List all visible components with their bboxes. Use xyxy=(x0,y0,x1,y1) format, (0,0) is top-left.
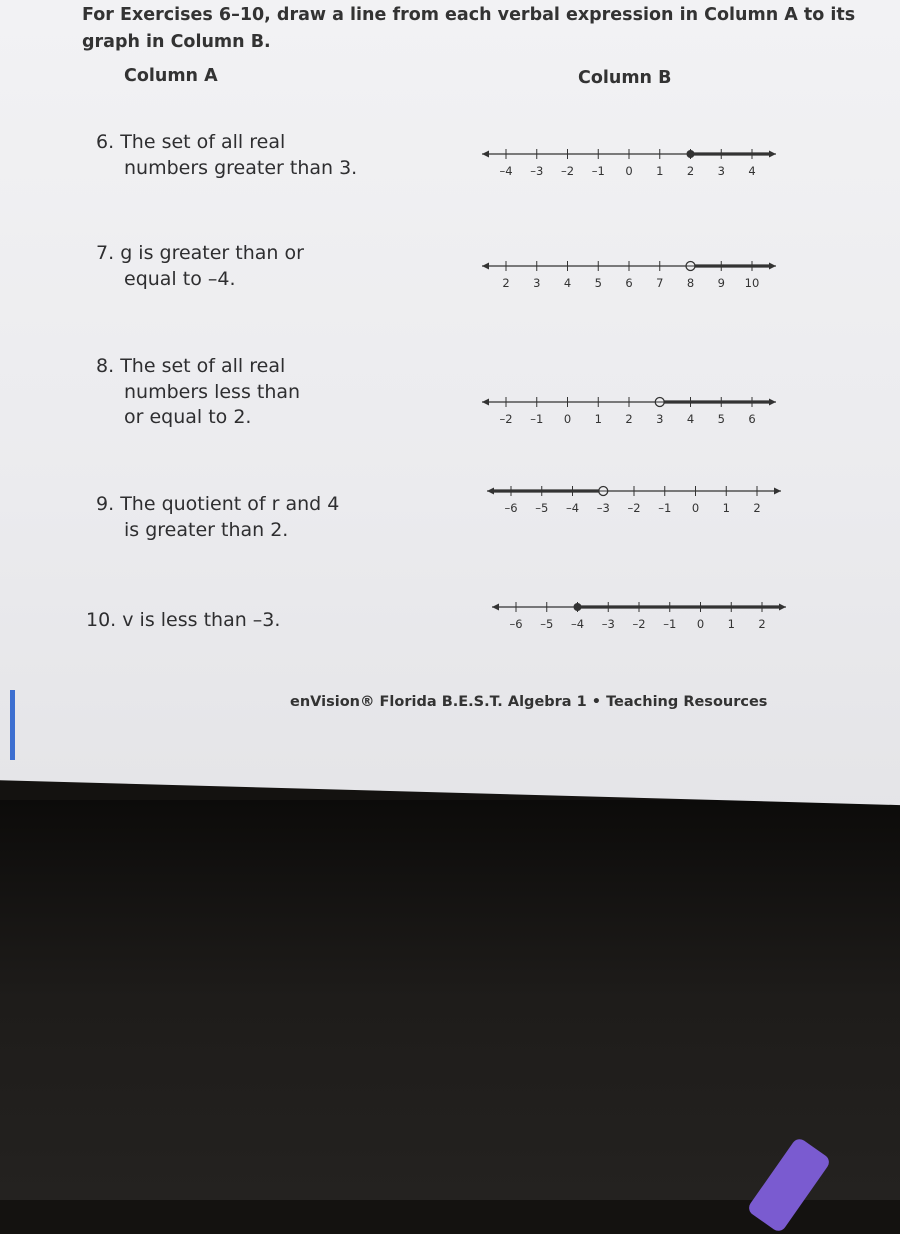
exercise-text-line: numbers less than xyxy=(124,380,301,403)
footer-credit: enVision® Florida B.E.S.T. Algebra 1 • Teaching Resources xyxy=(290,694,768,710)
exercise-number: 8. xyxy=(96,355,115,377)
exercise-number: 6. xyxy=(96,131,115,153)
tick-label: 1 xyxy=(727,617,735,631)
tick-label: 0 xyxy=(625,164,633,178)
exercise-6 xyxy=(96,130,357,181)
number-line-graph-4[interactable] xyxy=(475,479,795,523)
exercise-number: 10. xyxy=(86,609,117,631)
tick-label: 0 xyxy=(563,412,572,426)
tick-label: 2 xyxy=(625,412,633,426)
dark-background xyxy=(0,800,900,1200)
tick-label: –1 xyxy=(530,412,544,426)
tick-label: –6 xyxy=(509,617,523,631)
tick-label: –2 xyxy=(560,164,575,178)
tick-label: 2 xyxy=(502,276,510,290)
blue-margin-mark xyxy=(10,690,15,760)
tick-label: 2 xyxy=(758,617,766,631)
tick-label: 1 xyxy=(594,412,602,426)
tick-label: –3 xyxy=(596,501,610,515)
arrow-right-icon xyxy=(774,488,781,495)
arrow-left-icon xyxy=(492,604,499,611)
exercise-text-line: numbers greater than 3. xyxy=(124,156,358,179)
number-line-graph-3[interactable] xyxy=(470,390,790,434)
exercise-text-line: equal to –4. xyxy=(124,267,236,290)
exercise-number: 9. xyxy=(96,493,115,515)
column-a-header: Column A xyxy=(124,66,218,86)
tick-label: –5 xyxy=(535,501,549,515)
tick-label: 6 xyxy=(625,276,633,290)
closed-point xyxy=(574,603,582,611)
tick-label: 10 xyxy=(744,276,760,290)
tick-label: 2 xyxy=(753,501,761,515)
tick-label: 1 xyxy=(722,501,730,515)
tick-label: 8 xyxy=(686,276,695,290)
tick-label: –2 xyxy=(499,412,513,426)
closed-point xyxy=(687,150,695,158)
tick-label: –3 xyxy=(601,617,615,631)
exercise-10 xyxy=(86,608,280,634)
tick-label: –2 xyxy=(632,617,646,631)
exercise-text-line: or equal to 2. xyxy=(124,406,252,428)
exercise-text-line: v is less than –3. xyxy=(122,609,281,631)
tick-label: –6 xyxy=(504,501,518,515)
tick-label: 3 xyxy=(717,164,725,178)
tick-label: 5 xyxy=(594,276,602,290)
instructions-line-2: graph in Column B. xyxy=(82,32,271,52)
instructions-line-1: For Exercises 6–10, draw a line from each verbal expression in Column A to its xyxy=(82,5,856,25)
tick-label: –4 xyxy=(570,617,585,631)
exercise-9 xyxy=(96,492,339,543)
tick-label: 6 xyxy=(748,412,756,426)
tick-label: 2 xyxy=(686,164,695,178)
tick-label: 9 xyxy=(717,276,725,290)
exercise-text-line: The set of all real xyxy=(120,355,286,377)
exercise-8 xyxy=(96,354,300,431)
tick-label: –5 xyxy=(540,617,554,631)
tick-label: –1 xyxy=(591,164,605,178)
tick-label: 1 xyxy=(656,164,664,178)
tick-label: 4 xyxy=(686,412,695,426)
tick-label: 5 xyxy=(717,412,725,426)
tick-label: 4 xyxy=(748,164,756,178)
arrow-left-icon xyxy=(482,151,489,158)
exercise-7 xyxy=(96,241,304,292)
arrow-left-icon xyxy=(482,399,489,406)
number-line-graph-5[interactable] xyxy=(480,595,800,639)
tick-label: 0 xyxy=(691,501,700,515)
exercise-number: 7. xyxy=(96,242,115,264)
tick-label: 0 xyxy=(696,617,705,631)
tick-label: 3 xyxy=(656,412,664,426)
exercise-text-line: g is greater than or xyxy=(120,242,304,264)
number-line-graph-1[interactable] xyxy=(470,142,790,186)
exercise-text-line: is greater than 2. xyxy=(124,518,289,541)
tick-label: –4 xyxy=(499,164,513,178)
tick-label: 4 xyxy=(563,276,572,290)
column-b-header: Column B xyxy=(578,68,672,88)
tick-label: –2 xyxy=(627,501,641,515)
number-line-graph-2[interactable] xyxy=(470,254,790,298)
exercise-text-line: The set of all real xyxy=(120,131,286,153)
tick-label: –1 xyxy=(663,617,677,631)
tick-label: 3 xyxy=(533,276,541,290)
arrow-left-icon xyxy=(482,263,489,270)
tick-label: –4 xyxy=(565,501,580,515)
tick-label: –1 xyxy=(658,501,672,515)
exercise-text-line: The quotient of r and 4 xyxy=(120,493,340,515)
instructions xyxy=(82,2,855,56)
tick-label: –3 xyxy=(530,164,544,178)
tick-label: 7 xyxy=(656,276,664,290)
